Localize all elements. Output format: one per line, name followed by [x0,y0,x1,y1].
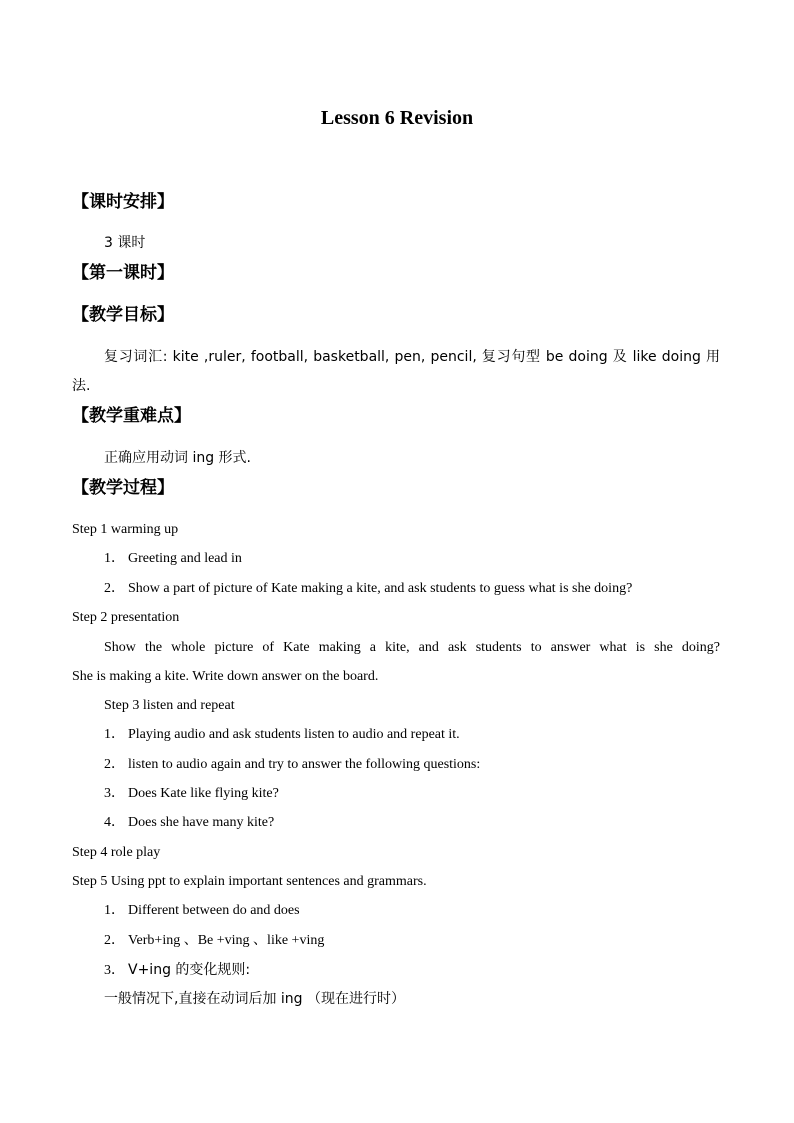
step3-title: Step 3 listen and repeat [104,698,235,713]
step1-item-2 [104,580,632,598]
heading-goals: 【教学目标】 [72,305,174,325]
item-text: Does she have many kite? [128,815,275,830]
goals-text-line2: 法. [72,378,91,394]
step3-item-3 [104,785,279,803]
keypoints-text: 正确应用动词 ing 形式. [104,450,251,466]
step5-item-2 [104,932,324,950]
step3-item-1 [104,726,460,744]
item-text: Show a part of picture of Kate making a kite, and ask students to guess what is she doing? [128,581,633,596]
item-text: Verb+ing 、Be +ving 、like +ving [128,933,325,948]
step4-title: Step 4 role play [72,845,161,860]
step3-item-2 [104,756,480,774]
item-text: listen to audio again and try to answer the following questions: [128,757,481,772]
item-number: 3． [104,963,125,978]
step5-title: Step 5 Using ppt to explain important sentences and grammars. [72,874,427,889]
step3-item-4 [104,814,274,832]
item-text: Playing audio and ask students listen to audio and repeat it. [128,727,460,742]
step5-item-3 [104,961,250,980]
goals-text-line1: 复习词汇: kite ,ruler, football, basketball, pen, pencil, 复习句型 be doing 及 like doing 用 [104,349,720,365]
item-number: 1． [104,903,125,918]
heading-period1: 【第一课时】 [72,263,174,283]
item-number: 2． [104,933,125,948]
step5-rule-text: 一般情况下,直接在动词后加 ing （现在进行时） [104,991,405,1007]
item-text: Different between do and does [128,903,300,918]
item-text: V+ing 的变化规则: [128,962,251,978]
item-number: 4． [104,815,125,830]
heading-schedule: 【课时安排】 [72,192,174,212]
heading-process: 【教学过程】 [72,478,174,498]
page-title: Lesson 6 Revision [320,107,474,129]
step5-item-1 [104,902,300,920]
item-number: 2． [104,757,125,772]
item-number: 1． [104,727,125,742]
step2-text-line2: She is making a kite. Write down answer on the board. [72,669,379,684]
item-text: Does Kate like flying kite? [128,786,279,801]
item-number: 2． [104,581,125,596]
schedule-text: 3 课时 [104,235,146,251]
item-number: 1． [104,551,125,566]
heading-keypoints: 【教学重难点】 [72,406,191,426]
step2-text-line1: Show the whole picture of Kate making a kite, and ask students to answer what is she doing? [104,640,720,655]
step1-item-1 [104,550,242,568]
step2-title: Step 2 presentation [72,610,180,625]
step1-title: Step 1 warming up [72,522,179,537]
item-number: 3． [104,786,125,801]
item-text: Greeting and lead in [128,551,242,566]
